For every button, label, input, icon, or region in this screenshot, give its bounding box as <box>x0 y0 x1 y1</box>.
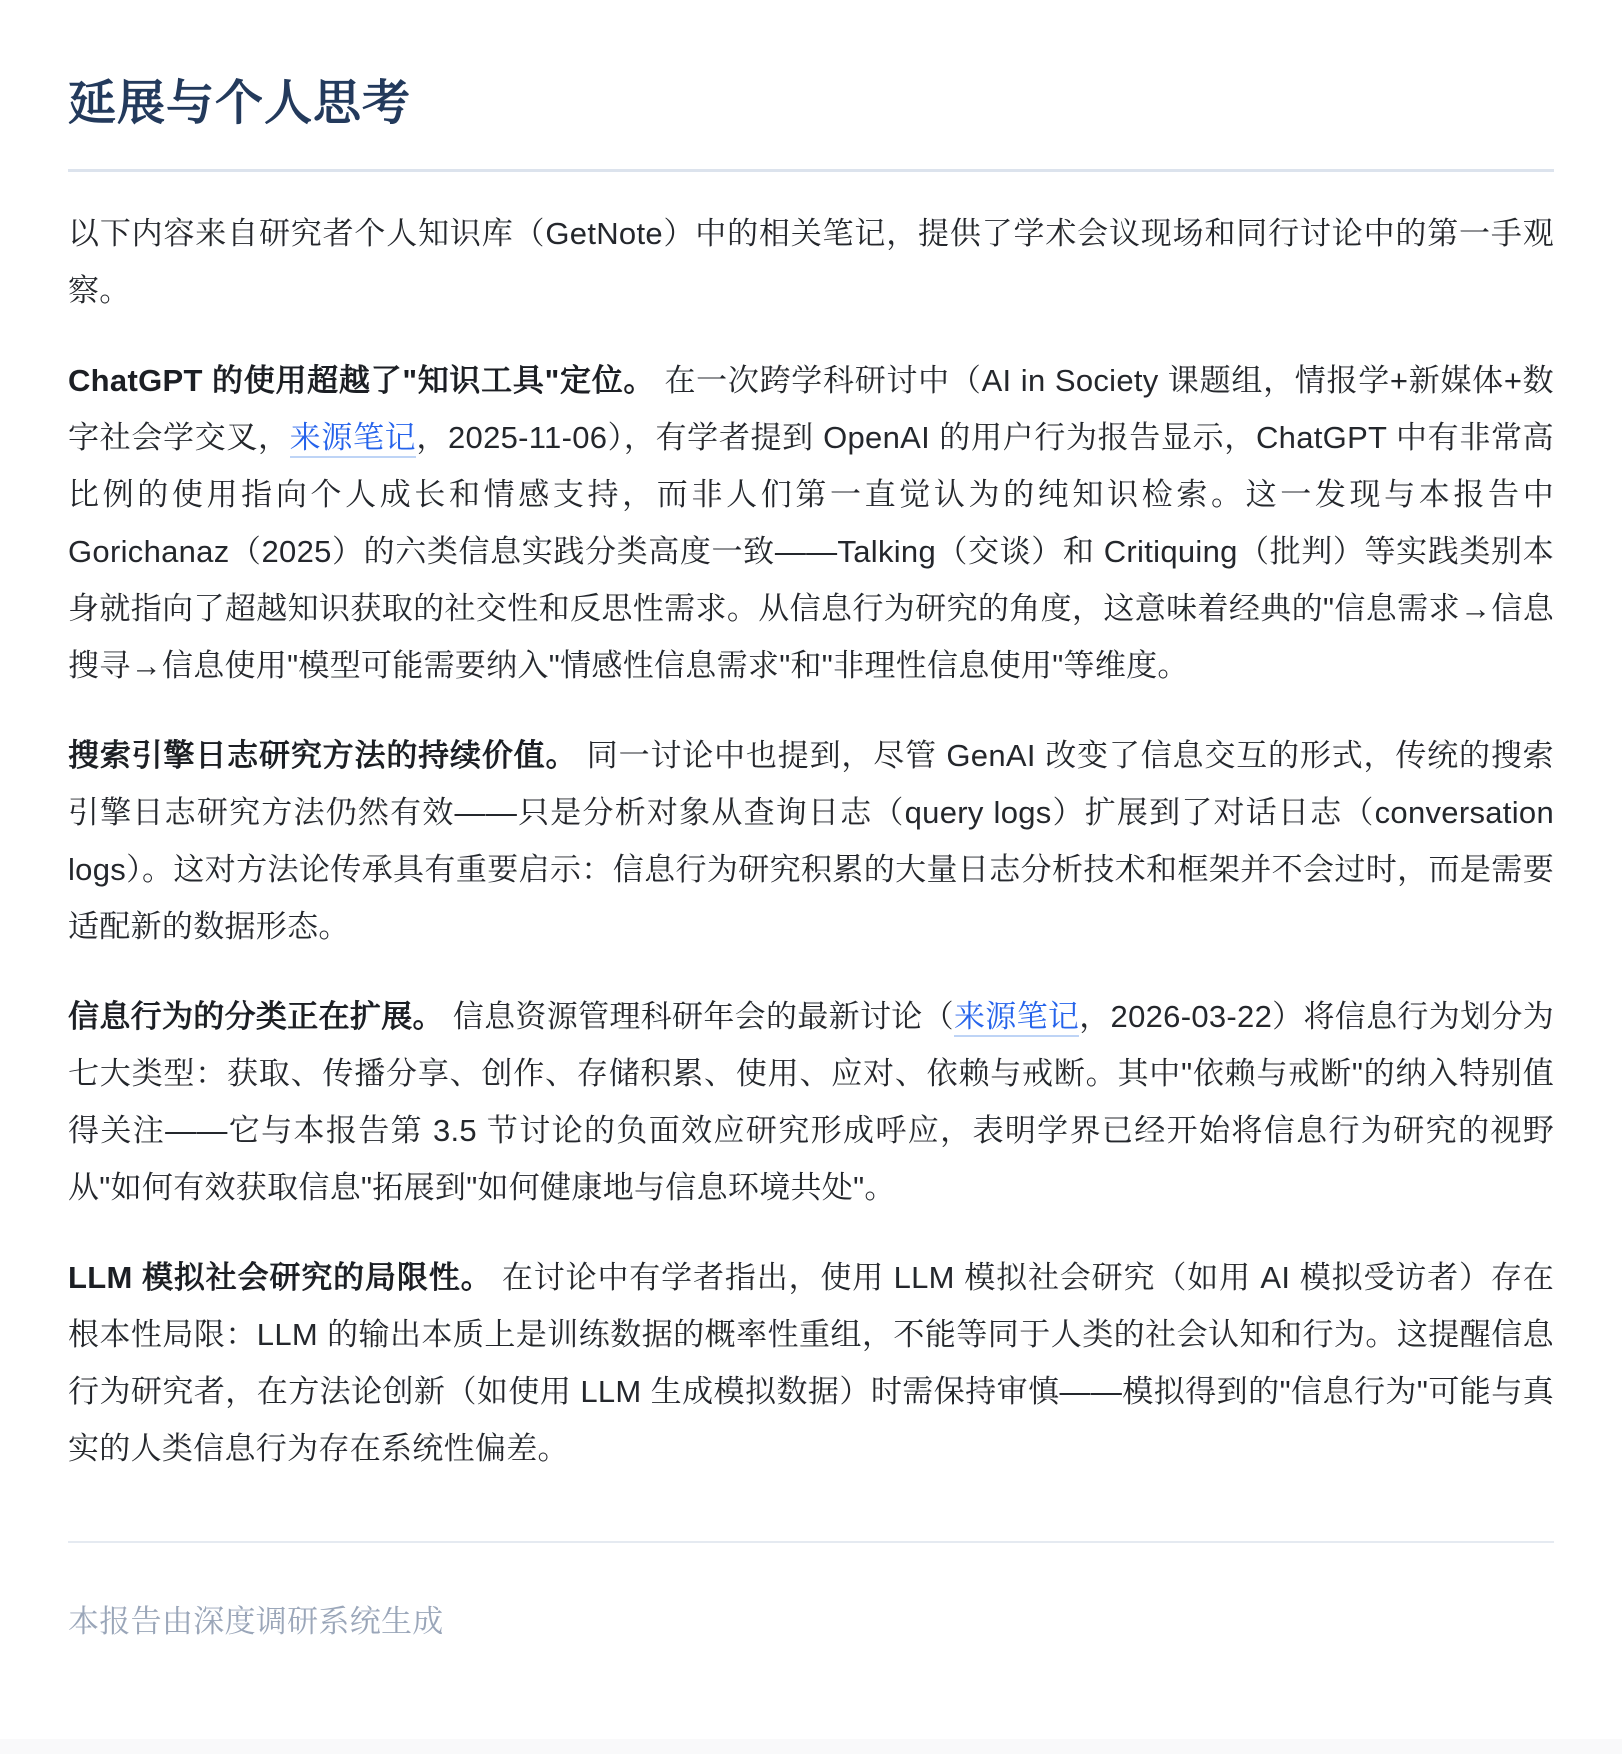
paragraph-lead: LLM 模拟社会研究的局限性。 <box>68 1260 493 1295</box>
paragraph <box>68 352 1554 694</box>
paragraph <box>68 988 1554 1216</box>
footer-note: 本报告由深度调研系统生成 <box>68 1604 444 1639</box>
source-note-link[interactable]: 来源笔记 <box>954 999 1079 1037</box>
paragraph-lead: ChatGPT 的使用超越了"知识工具"定位。 <box>68 363 656 398</box>
paragraph-text: 信息资源管理科研年会的最新讨论（ <box>443 999 954 1034</box>
source-note-link[interactable]: 来源笔记 <box>290 420 417 458</box>
paragraph-text: ，2026-03-22）将信息行为划分为七大类型：获取、传播分享、创作、存储积累、使用、应对、依赖与戒断。其中"依赖与戒断"的纳入特别值得关注——它与本报告第 3.5 节讨论的负面效应研究形成呼应，表明学界已经开始将信息行为研究的视野从"如何有效获取信息"拓展到"如何健康地与信息环境共处"。 <box>68 999 1555 1205</box>
title-divider <box>68 169 1554 172</box>
paragraph-lead: 信息行为的分类正在扩展。 <box>68 999 444 1034</box>
paragraph <box>68 205 1554 319</box>
paragraph-text: 在讨论中有学者指出，使用 LLM 模拟社会研究（如用 AI 模拟受访者）存在根本性局限：LLM 的输出本质上是训练数据的概率性重组，不能等同于人类的社会认知和行为。这提醒信息行为研究者，在方法论创新（如使用 LLM 生成模拟数据）时需保持审慎——模拟得到的"信息行为"可能与真实的人类信息行为存在系统性偏差。 <box>68 1260 1554 1466</box>
paragraph-text: 以下内容来自研究者个人知识库（GetNote）中的相关笔记，提供了学术会议现场和同行讨论中的第一手观察。 <box>68 216 1554 308</box>
report-body <box>68 205 1554 1477</box>
paragraph-text: 同一讨论中也提到，尽管 GenAI 改变了信息交互的形式，传统的搜索引擎日志研究方法仍然有效——只是分析对象从查询日志（query logs）扩展到了对话日志（conversation logs）。这对方法论传承具有重要启示：信息行为研究积累的大量日志分析技术和框架并不会过时，而是需要适配新的数据形态。 <box>68 738 1554 944</box>
paragraph <box>68 1249 1554 1477</box>
bottom-strip <box>0 1739 1622 1754</box>
paragraph-text: ，2025-11-06），有学者提到 OpenAI 的用户行为报告显示，ChatGPT 中有非常高比例的使用指向个人成长和情感支持，而非人们第一直觉认为的纯知识检索。这一发现与本报告中 Gorichanaz（2025）的六类信息实践分类高度一致——Talking（交谈）和 Critiquing（批判）等实践类别本身就指向了超越知识获取的社交性和反思性需求。从信息行为研究的角度，这意味着经典的"信息需求→信息搜寻→信息使用"模型可能需要纳入"情感性信息需求"和"非理性信息使用"等维度。 <box>68 420 1554 683</box>
page-title: 延展与个人思考 <box>68 77 412 130</box>
footer-divider <box>68 1541 1554 1543</box>
paragraph <box>68 727 1554 955</box>
paragraph-lead: 搜索引擎日志研究方法的持续价值。 <box>68 738 578 773</box>
paragraph-text: 在一次跨学科研讨中（AI in Society 课题组，情报学+新媒体+数字社会学交叉， <box>68 363 1554 455</box>
